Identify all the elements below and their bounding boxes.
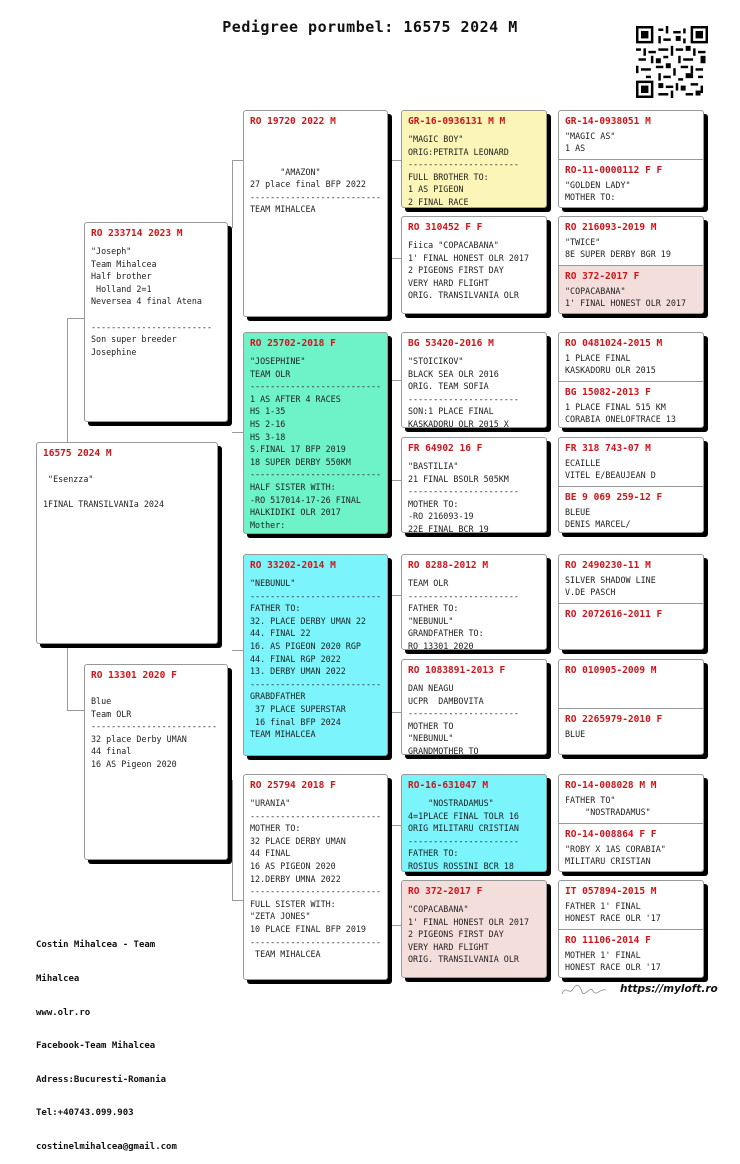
connector-line <box>67 318 84 319</box>
qr-code-icon <box>636 26 708 98</box>
ring-number: RO 1083891-2013 F <box>408 665 506 676</box>
connector-line <box>391 712 401 713</box>
pedigree-entry <box>559 111 703 159</box>
contact-email[interactable]: costinelmihalcea@gmail.com <box>36 1142 177 1153</box>
pedigree-entry <box>559 486 703 533</box>
contact-line: Costin Mihalcea - Team <box>36 940 156 951</box>
great-grandparent-card <box>401 216 547 314</box>
ring-number: FR 64902 16 F <box>408 443 483 454</box>
great-grandparent-card <box>401 659 547 755</box>
card-notes: "COPACABANA" 1' FINAL HONEST OLR 2017 <box>565 286 687 308</box>
ring-number: GR-16-0936131 M M <box>408 116 506 127</box>
subject-card <box>36 442 218 644</box>
dam-card <box>84 664 228 860</box>
connector-line <box>67 710 84 711</box>
pedigree-entry <box>559 217 703 265</box>
grandparent-card <box>243 554 388 756</box>
grandparent-card <box>243 110 388 317</box>
ring-number: FR 318 743-07 M <box>565 443 651 454</box>
ring-number: RO 310452 F F <box>408 222 483 233</box>
great-grandparent-card <box>401 332 547 428</box>
card-notes: "NEBUNUL" -------------------------- FATHER TO: 32. PLACE DERBY UMAN 22 44. FINAL 22 16. AS PIGEON 2020 RGP 44. FINAL RGP 2022 13. DERBY UMAN 2022 -------------------------- GRABDFATHER 37 PLACE SUPERSTAR 16 final BFP 2024 TEAM MIHALCEA <box>250 578 382 740</box>
card-notes: "ROBY X 1AS CORABIA" MILITARU CRISTIAN <box>565 844 666 866</box>
ring-number: RO-11-0000112 F F <box>565 165 663 176</box>
great-great-grandparent-pair <box>558 659 704 755</box>
connector-line <box>232 650 243 651</box>
pedigree-entry <box>559 775 703 823</box>
ring-number: RO-14-008864 F F <box>565 829 657 840</box>
card-notes: BLEUE DENIS MARCEL/ <box>565 507 631 529</box>
pedigree-entry <box>559 555 703 603</box>
pedigree-entry <box>559 603 703 650</box>
ring-number: RO 13301 2020 F <box>91 670 177 681</box>
connector-line <box>391 258 401 259</box>
card-notes: "NOSTRADAMUS" 4=1PLACE FINAL TOLR 16 ORIG MILITARU CRISTIAN ---------------------- FATHER TO: ROSIUS ROSSINI BCR 18 <box>408 798 519 871</box>
contact-website[interactable]: www.olr.ro <box>36 1007 91 1018</box>
card-notes: "COPACABANA" 1' FINAL HONEST OLR 2017 2 PIGEONS FIRST DAY VERY HARD FLIGHT ORIG. TRANSILVANIA OLR <box>408 904 530 965</box>
pedigree-entry <box>559 881 703 929</box>
ring-number: RO 372-2017 F <box>565 271 640 282</box>
card-notes: "Esenzza" 1FINAL TRANSILVANIa 2024 <box>43 474 165 510</box>
pedigree-entry <box>559 381 703 428</box>
connector-line <box>232 900 243 901</box>
connector-line <box>391 380 401 381</box>
card-notes: MOTHER 1' FINAL HONEST RACE OLR '17 <box>565 950 661 972</box>
pedigree-entry <box>559 823 703 872</box>
website-link[interactable]: https://myloft.ro <box>620 983 718 995</box>
ring-number: RO 25794 2018 F <box>250 780 336 791</box>
card-notes: "MAGIC AS" 1 AS <box>565 131 616 153</box>
card-notes <box>559 676 703 679</box>
ring-number: RO-14-008028 M M <box>565 780 657 791</box>
connector-line <box>391 480 401 481</box>
ring-number: RO 216093-2019 M <box>565 222 657 233</box>
card-notes: "BASTILIA" 21 FINAL BSOLR 505KM ---------------------- MOTHER TO: -RO 216093-19 22E FINAL BCR 19 <box>408 461 519 533</box>
connector-line <box>232 160 233 228</box>
ring-number: RO 33202-2014 M <box>250 560 336 571</box>
ring-number: RO 8288-2012 M <box>408 560 489 571</box>
card-notes: "GOLDEN LADY" MOTHER TO: <box>565 180 631 202</box>
ring-number: RO 010905-2009 M <box>565 665 657 676</box>
contact-phone: Tel:+40743.099.903 <box>36 1108 134 1119</box>
card-notes: FATHER 1' FINAL HONEST RACE OLR '17 <box>565 901 661 923</box>
connector-line <box>232 780 233 900</box>
pedigree-entry <box>559 333 703 381</box>
ring-number: RO 19720 2022 M <box>250 116 336 127</box>
ring-number: GR-14-0938051 M <box>565 116 651 127</box>
card-notes: Blue Team OLR ------------------------- 32 place Derby UMAN 44 final 16 AS Pigeon 2020 <box>91 696 218 769</box>
great-great-grandparent-pair <box>558 437 704 533</box>
great-great-grandparent-pair <box>558 554 704 650</box>
ring-number: BG 15082-2013 F <box>565 387 651 398</box>
card-notes: DAN NEAGU UCPR DAMBOVITA ---------------------- MOTHER TO "NEBUNUL" GRANDMOTHER TO <box>408 683 519 755</box>
card-notes: BLUE <box>565 729 586 739</box>
ring-number: RO 233714 2023 M <box>91 228 183 239</box>
connector-line <box>391 595 401 596</box>
great-grandparent-card <box>401 880 547 978</box>
ring-number: IT 057894-2015 M <box>565 886 657 897</box>
great-grandparent-card <box>401 774 547 872</box>
ring-number: 16575 2024 M <box>43 448 112 459</box>
card-notes: "STOICIKOV" BLACK SEA OLR 2016 ORIG. TEAM SOFIA ---------------------- SON:1 PLACE FINAL KASKADORU OLR 2015 X <box>408 356 519 428</box>
card-notes: 1 PLACE FINAL 515 KM CORABIA ONELOFTRACE 13 <box>565 402 676 424</box>
pedigree-entry <box>559 159 703 208</box>
grandparent-card <box>243 332 388 534</box>
ring-number: RO 25702-2018 F <box>250 338 336 349</box>
card-notes: "MAGIC BOY" ORIG:PETRITA LEONARD ---------------------- FULL BROTHER TO: 1 AS PIGEON 2 FINAL RACE <box>408 134 519 207</box>
ring-number: RO-16-631047 M <box>408 780 489 791</box>
pedigree-entry <box>559 660 703 708</box>
connector-line <box>67 318 68 446</box>
great-grandparent-card <box>401 554 547 650</box>
ring-number: RO 0481024-2015 M <box>565 338 663 349</box>
pedigree-entry <box>559 438 703 486</box>
connector-line <box>232 432 243 433</box>
signature-icon <box>560 982 608 998</box>
connector-line <box>391 925 401 926</box>
pedigree-entry <box>559 929 703 978</box>
ring-number: BG 53420-2016 M <box>408 338 494 349</box>
pedigree-entry <box>559 708 703 755</box>
contact-info <box>36 918 177 1164</box>
great-great-grandparent-pair <box>558 774 704 872</box>
great-great-grandparent-pair <box>558 332 704 428</box>
card-notes: "TWICE" 8E SUPER DERBY BGR 19 <box>565 237 671 259</box>
ring-number: RO 2265979-2010 F <box>565 714 663 725</box>
great-great-grandparent-pair <box>558 110 704 208</box>
contact-line: Adress:Bucuresti-Romania <box>36 1074 167 1085</box>
page-title: Pedigree porumbel: 16575 2024 M <box>222 18 518 36</box>
card-notes: TEAM OLR ---------------------- FATHER TO: "NEBUNUL" GRANDFATHER TO: RO 13301 2020 <box>408 578 519 650</box>
card-notes: SILVER SHADOW LINE V.DE PASCH <box>565 575 656 597</box>
ring-number: BE 9 069 259-12 F <box>565 492 663 503</box>
card-notes: "AMAZON" 27 place final BFP 2022 -------------------------- TEAM MIHALCEA <box>250 166 382 215</box>
great-great-grandparent-pair <box>558 880 704 978</box>
card-notes: Fiica "COPACABANA" 1' FINAL HONEST OLR 2017 2 PIGEONS FIRST DAY VERY HARD FLIGHT ORIG. TRANSILVANIA OLR <box>408 240 530 301</box>
card-notes <box>559 620 703 623</box>
ring-number: RO 11106-2014 F <box>565 935 651 946</box>
grandparent-card <box>243 774 388 980</box>
great-grandparent-card <box>401 437 547 533</box>
ring-number: RO 2072616-2011 F <box>565 609 663 620</box>
connector-line <box>67 642 68 710</box>
great-great-grandparent-pair <box>558 216 704 314</box>
contact-line: Mihalcea <box>36 974 80 985</box>
great-grandparent-card <box>401 110 547 208</box>
card-notes: "URANIA" -------------------------- MOTHER TO: 32 PLACE DERBY UMAN 44 FINAL 16 AS PIGEON 2020 12.DERBY UMNA 2022 -------------------------- FULL SISTER WITH: "ZETA JONES" 10 PLACE FINAL BFP 2019 -------------------------- TEAM MIHALCEA <box>250 798 382 960</box>
ring-number: RO 372-2017 F <box>408 886 483 897</box>
pedigree-entry <box>559 265 703 314</box>
connector-line <box>391 160 401 161</box>
contact-line: Facebook-Team Mihalcea <box>36 1041 156 1052</box>
connector-line <box>232 160 243 161</box>
ring-number: RO 2490230-11 M <box>565 560 651 571</box>
card-notes: "Joseph" Team Mihalcea Half brother Holland 2=1 Neversea 4 final Atena ------------------------ Son super breeder Josephine <box>91 246 213 357</box>
sire-card <box>84 222 228 422</box>
card-notes: 1 PLACE FINAL KASKADORU OLR 2015 <box>565 353 656 375</box>
card-notes: FATHER TO" "NOSTRADAMUS" <box>565 795 651 817</box>
connector-line <box>391 825 401 826</box>
card-notes: "JOSEPHINE" TEAM OLR -------------------------- 1 AS AFTER 4 RACES HS 1-35 HS 2-16 HS 3-18 S.FINAL 17 BFP 2019 18 SUPER DERBY 550KM -------------------------- HALF SISTER WITH: -RO 517014-17-26 FINAL HALKIDIKI OLR 2017 Mother: <box>250 356 382 530</box>
card-notes: ECAILLE VITEL E/BEAUJEAN D <box>565 458 656 480</box>
